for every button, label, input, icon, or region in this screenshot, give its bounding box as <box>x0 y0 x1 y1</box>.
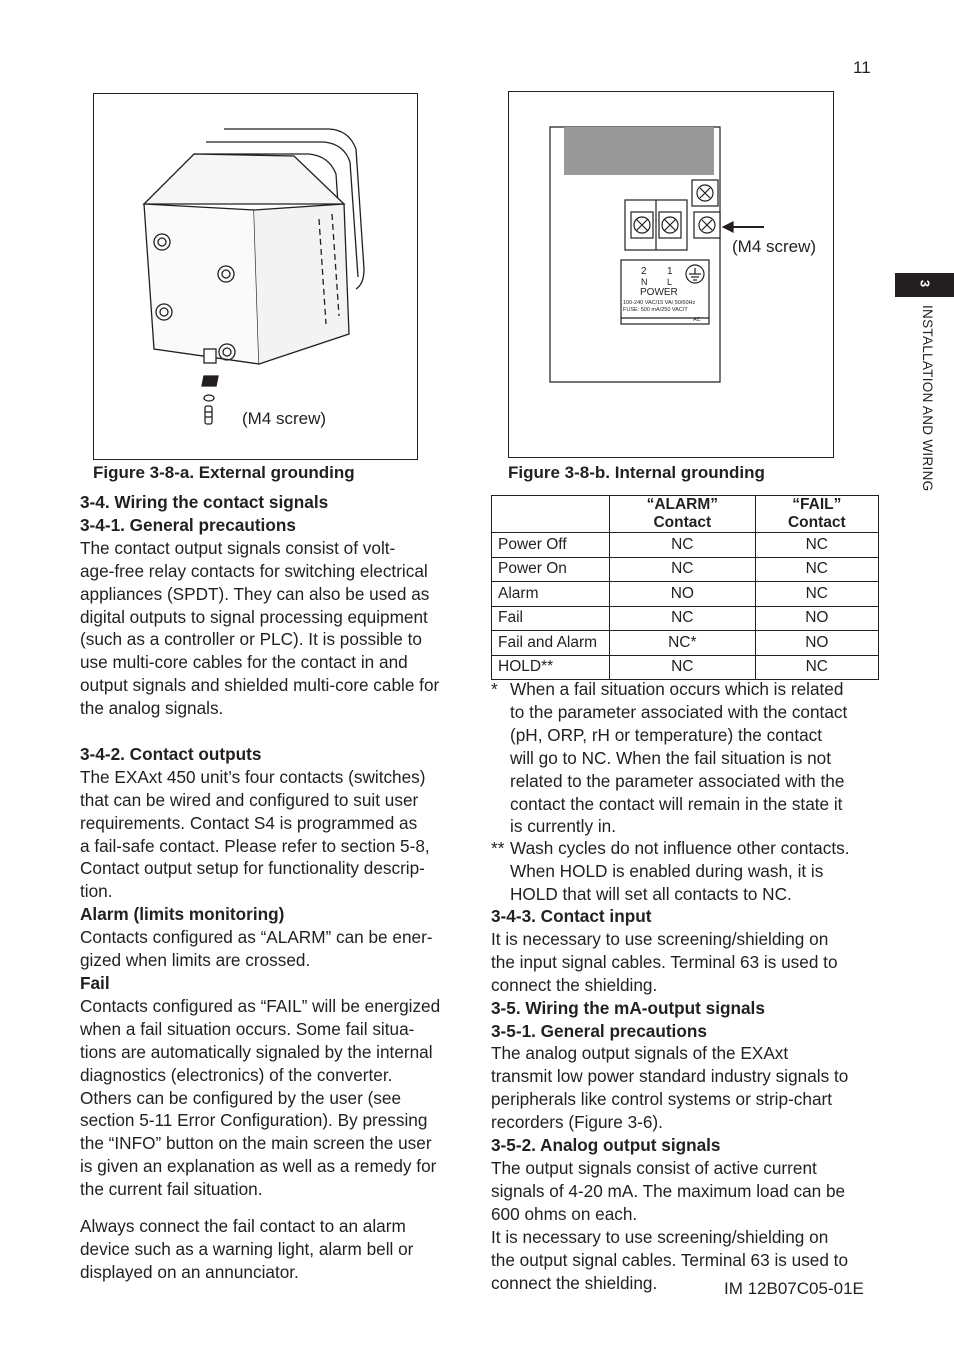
text-line: Wash cycles do not influence other contacts. <box>510 838 850 858</box>
contact-value-cell: NC <box>755 655 878 680</box>
text-line: requirements. Contact S4 is programmed as <box>80 812 418 833</box>
text-line: the “INFO” button on the main screen the user <box>80 1133 432 1154</box>
paragraph-alarm <box>80 926 465 972</box>
state-cell: Power Off <box>492 533 610 558</box>
contact-value-cell: NO <box>755 606 878 631</box>
contact-value-cell: NC <box>755 582 878 607</box>
state-cell: Fail <box>492 606 610 631</box>
document-id: IM 12B07C05-01E <box>724 1279 864 1298</box>
text-line: the input signal cables. Terminal 63 is used to <box>491 951 838 972</box>
text-line: age-free relay contacts for switching electrical <box>80 560 428 581</box>
text-line: when a fail situation occurs. Some fail situa- <box>80 1018 415 1039</box>
text-line: output signals and shielded multi-core cable for <box>80 675 440 696</box>
text-line: tions are automatically signaled by the internal <box>80 1041 433 1062</box>
text-line: displayed on an annunciator. <box>80 1261 299 1282</box>
power-spec-line-1: 100-240 VAC/15 VA/ 50/60Hz <box>623 300 696 306</box>
text-line: The contact output signals consist of volt- <box>80 537 396 558</box>
paragraph-ma-precautions <box>491 1042 886 1134</box>
paragraph-precautions <box>80 537 465 720</box>
paragraph-contact-outputs <box>80 766 465 903</box>
header-cell <box>492 496 610 533</box>
text-line: that can be wired and configured to suit user <box>80 789 419 810</box>
heading-general-precautions: 3-4-1. General precautions <box>80 514 296 535</box>
m4-screw-label: (M4 screw) <box>732 237 817 256</box>
table-row <box>492 606 879 631</box>
table-row <box>492 557 879 582</box>
contact-value-cell: NC <box>610 533 756 558</box>
table-row <box>492 655 879 680</box>
text-line: digital outputs to signal processing equipment <box>80 606 428 627</box>
footnote-1-text <box>510 678 880 838</box>
figure-a-caption: Figure 3-8-a. External grounding <box>93 463 355 482</box>
text-line: diagnostics (electronics) of the converter. <box>80 1064 393 1085</box>
text-line: the output signal cables. Terminal 63 is used to <box>491 1249 849 1270</box>
chapter-number: 3 <box>917 279 933 288</box>
m4-screw-label: (M4 screw) <box>242 409 327 428</box>
figure-internal-grounding <box>508 91 834 458</box>
text-line: 600 ohms on each. <box>491 1203 638 1224</box>
state-cell: HOLD** <box>492 655 610 680</box>
heading-fail: Fail <box>80 973 110 994</box>
contact-value-cell: NC <box>610 655 756 680</box>
terminal-1-letter: L <box>667 277 673 287</box>
text-line: The output signals consist of active current <box>491 1157 817 1178</box>
text-line: connect the shielding. <box>491 974 658 995</box>
footnote-1-mark: * <box>491 679 498 699</box>
text-line: the analog signals. <box>80 698 224 719</box>
text-line: Others can be configured by the user (see <box>80 1087 402 1108</box>
text-line: It is necessary to use screening/shielding on <box>491 1226 829 1247</box>
text-line: signals of 4-20 mA. The maximum load can be <box>491 1180 846 1201</box>
text-line: peripherals like control systems or strip-chart <box>491 1089 832 1110</box>
text-line: Contact output setup for functionality descrip- <box>80 858 425 879</box>
text-line: It is necessary to use screening/shielding on <box>491 928 829 949</box>
text-line: use multi-core cables for the contact in and <box>80 652 408 673</box>
footnote-2-mark: ** <box>491 838 505 858</box>
paragraph-analog-output <box>491 1157 886 1294</box>
heading-contact-outputs: 3-4-2. Contact outputs <box>80 743 262 764</box>
converter-housing-illustration <box>94 94 417 459</box>
text-line: connect the shielding. <box>491 1272 658 1293</box>
right-column <box>491 905 886 1294</box>
contact-state-table <box>491 495 879 680</box>
text-line: will go to NC. When the fail situation is not <box>510 747 831 768</box>
contact-value-cell: NC <box>610 557 756 582</box>
state-cell: Power On <box>492 557 610 582</box>
text-line: transmit low power standard industry signals to <box>491 1066 849 1087</box>
text-line: The EXAxt 450 unit’s four contacts (switches) <box>80 766 426 787</box>
text-line: When HOLD is enabled during wash, it is <box>510 860 824 881</box>
heading-wiring-contact-signals: 3-4. Wiring the contact signals <box>80 492 329 512</box>
heading-ma-output: 3-5. Wiring the mA-output signals <box>491 997 765 1018</box>
paragraph-contact-input <box>491 928 886 997</box>
footnote-2 <box>491 837 881 907</box>
text-line: (such as a controller or PLC). It is possible to <box>80 629 422 650</box>
text-line: the current fail situation. <box>80 1179 263 1200</box>
table-row <box>492 533 879 558</box>
paragraph-fail <box>80 995 465 1201</box>
text-line: recorders (Figure 3-6). <box>491 1112 663 1133</box>
ac-label: AC <box>693 317 701 323</box>
heading-analog-output: 3-5-2. Analog output signals <box>491 1135 721 1156</box>
power-spec-line-2: FUSE: 500 mA/250 VAC/T <box>623 307 688 313</box>
table-row <box>492 631 879 656</box>
text-line: device such as a warning light, alarm bell or <box>80 1238 414 1259</box>
contact-value-cell: NC <box>755 533 878 558</box>
header-cell: “ALARM” Contact <box>610 496 756 533</box>
text-line: section 5-11 Error Configuration). By pressing <box>80 1110 428 1131</box>
text-line: contact the contact will remain in the state it <box>510 793 843 814</box>
contact-value-cell: NC <box>610 606 756 631</box>
text-line: a fail-safe contact. Please refer to section 5-8, <box>80 835 430 856</box>
terminal-2-number: 2 <box>641 266 647 277</box>
text-line: (pH, ORP, rH or temperature) the contact <box>510 724 823 745</box>
text-line: tion. <box>80 881 113 902</box>
text-line: to the parameter associated with the contact <box>510 701 848 722</box>
figure-b-caption: Figure 3-8-b. Internal grounding <box>508 463 765 482</box>
table-header-row <box>492 496 879 533</box>
table-row <box>492 582 879 607</box>
terminal-2-letter: N <box>641 277 648 287</box>
contact-value-cell: NO <box>610 582 756 607</box>
paragraph-connect-fail <box>80 1215 465 1284</box>
state-cell: Fail and Alarm <box>492 631 610 656</box>
footnote-1 <box>491 678 881 839</box>
contact-value-cell: NO <box>755 631 878 656</box>
figure-external-grounding <box>93 93 418 460</box>
text-line: related to the parameter associated with the <box>510 770 845 791</box>
text-line: Always connect the fail contact to an alarm <box>80 1216 406 1237</box>
text-line: is given an explanation as well as a remedy for <box>80 1156 437 1177</box>
header-cell: “FAIL” Contact <box>755 496 878 533</box>
power-label: POWER <box>640 287 678 298</box>
contact-value-cell: NC <box>755 557 878 582</box>
text-line: Contacts configured as “ALARM” can be ener- <box>80 927 433 948</box>
heading-contact-input: 3-4-3. Contact input <box>491 906 652 926</box>
text-line: The analog output signals of the EXAxt <box>491 1043 789 1064</box>
heading-ma-precautions: 3-5-1. General precautions <box>491 1020 707 1041</box>
chapter-label: INSTALLATION AND WIRING <box>920 305 935 492</box>
state-cell: Alarm <box>492 582 610 607</box>
text-line: appliances (SPDT). They can also be used as <box>80 583 430 604</box>
text-line: is currently in. <box>510 816 617 837</box>
text-line: gized when limits are crossed. <box>80 950 311 971</box>
footnote-2-text <box>510 837 880 906</box>
text-line: Contacts configured as “FAIL” will be energized <box>80 995 441 1016</box>
terminal-1-number: 1 <box>667 266 673 277</box>
contact-value-cell: NC* <box>610 631 756 656</box>
page-number: 11 <box>853 58 871 77</box>
heading-alarm: Alarm (limits monitoring) <box>80 904 285 925</box>
text-line: HOLD that will set all contacts to NC. <box>510 883 792 904</box>
left-column <box>80 491 465 1284</box>
text-line: When a fail situation occurs which is related <box>510 679 844 699</box>
